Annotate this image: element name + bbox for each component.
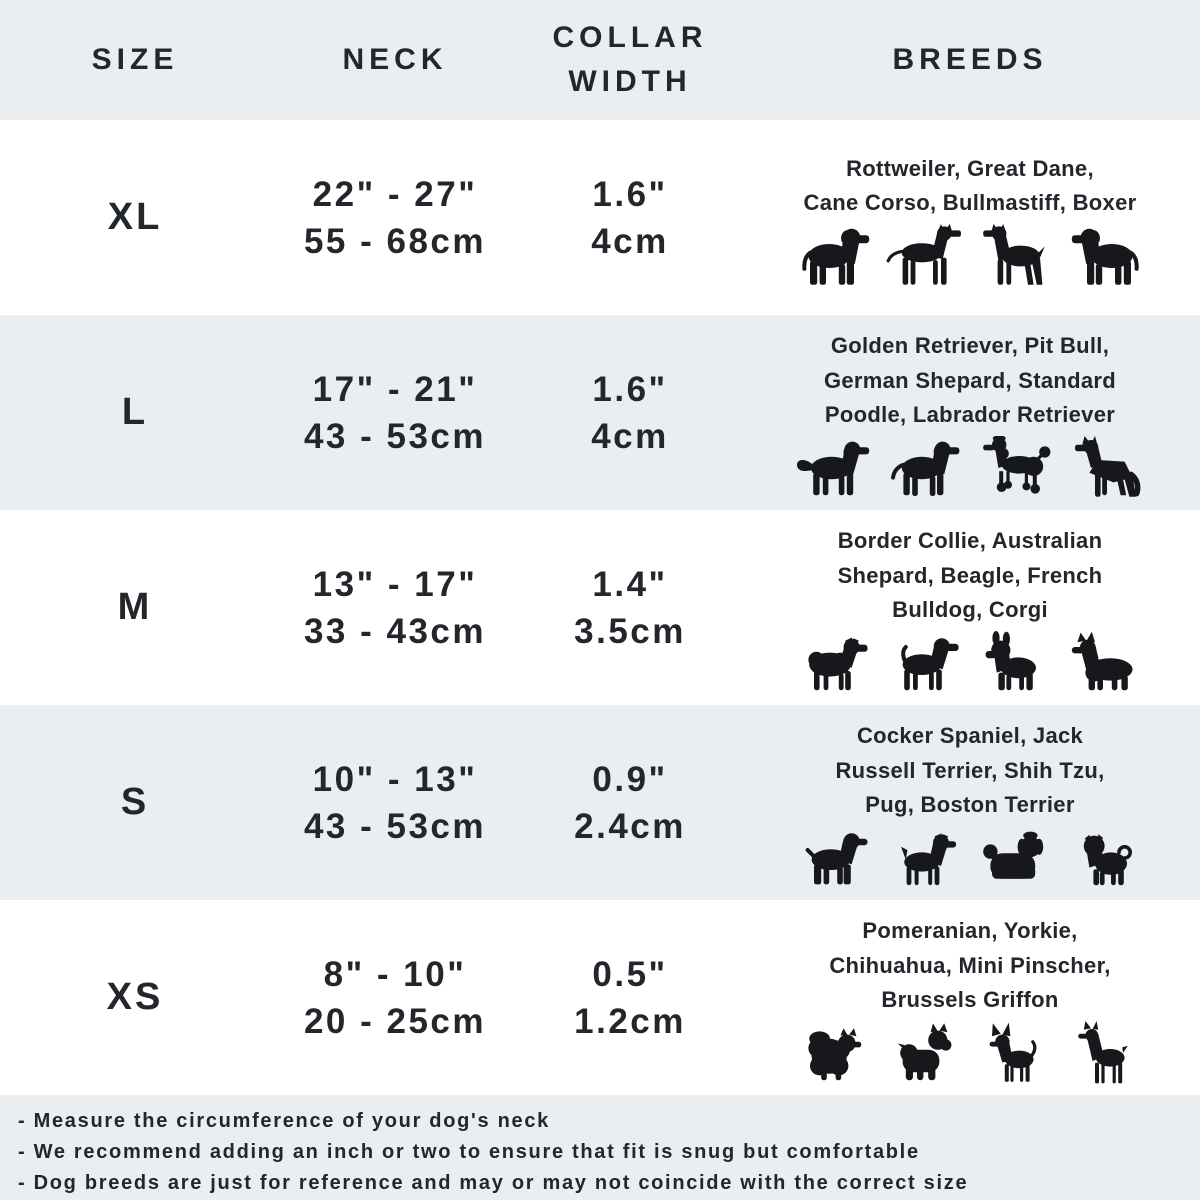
rottweiler-icon <box>792 224 876 288</box>
table-header <box>0 0 1200 120</box>
table-row-xs <box>0 900 1200 1095</box>
note-reference: - Dog breeds are just for reference and may or may not coincide with the correct size <box>18 1172 969 1194</box>
breeds-cell: Golden Retriever, Pit Bull, German Shepard, Standard Poodle, Labrador Retriever <box>740 315 1200 510</box>
size-label: L <box>121 391 149 433</box>
breeds-cell: Pomeranian, Yorkie, Chihuahua, Mini Pinscher, Brussels Griffon <box>740 900 1200 1095</box>
column-header-size: SIZE <box>91 43 179 76</box>
shih-tzu-icon <box>974 826 1058 890</box>
neck-measurement: 8" - 10" 20 - 25cm <box>303 954 487 1041</box>
cocker-spaniel-icon <box>792 826 876 890</box>
breed-icons <box>792 1021 1149 1085</box>
breed-icons <box>792 224 1149 288</box>
collar-width-measurement: 0.5" 1.2cm <box>574 954 686 1041</box>
collar-width-measurement: 1.4" 3.5cm <box>574 564 686 651</box>
german-shepherd-icon <box>1065 436 1149 500</box>
labrador-retriever-icon <box>883 436 967 500</box>
jack-russell-icon <box>883 826 967 890</box>
table-row-xl <box>0 120 1200 315</box>
note-recommend: - We recommend adding an inch or two to ensure that fit is snug but comfortable <box>18 1141 920 1163</box>
size-label: S <box>120 781 150 823</box>
yorkie-icon <box>883 1021 967 1085</box>
table-row-s <box>0 705 1200 900</box>
column-header-collar-width: COLLAR WIDTH <box>552 21 708 98</box>
golden-retriever-icon <box>792 436 876 500</box>
table-row-m <box>0 510 1200 705</box>
footer-notes <box>0 1095 1200 1200</box>
size-label: M <box>117 586 153 628</box>
border-collie-icon <box>792 631 876 695</box>
breeds-cell: Cocker Spaniel, Jack Russell Terrier, Shih Tzu, Pug, Boston Terrier <box>740 705 1200 900</box>
chihuahua-icon <box>974 1021 1058 1085</box>
french-bulldog-icon <box>974 631 1058 695</box>
poodle-icon <box>974 436 1058 500</box>
column-header-neck: NECK <box>342 43 448 76</box>
size-label: XL <box>107 196 163 238</box>
table-row-l <box>0 315 1200 510</box>
breeds-cell: Border Collie, Australian Shepard, Beagle, French Bulldog, Corgi <box>740 510 1200 705</box>
pomeranian-icon <box>792 1021 876 1085</box>
bullmastiff-icon <box>1065 224 1149 288</box>
beagle-icon <box>883 631 967 695</box>
collar-width-measurement: 1.6" 4cm <box>591 369 669 456</box>
size-label: XS <box>106 976 164 1018</box>
corgi-icon <box>1065 631 1149 695</box>
collar-width-measurement: 0.9" 2.4cm <box>574 759 686 846</box>
note-measure: - Measure the circumference of your dog's neck <box>18 1110 550 1132</box>
neck-measurement: 10" - 13" 43 - 53cm <box>303 759 487 846</box>
neck-measurement: 22" - 27" 55 - 68cm <box>303 174 487 261</box>
cane-corso-icon <box>974 224 1058 288</box>
min-pinscher-icon <box>1065 1021 1149 1085</box>
great-dane-icon <box>883 224 967 288</box>
breed-icons <box>792 826 1149 890</box>
breeds-cell: Rottweiler, Great Dane, Cane Corso, Bullmastiff, Boxer <box>740 120 1200 315</box>
neck-measurement: 17" - 21" 43 - 53cm <box>303 369 487 456</box>
pug-icon <box>1065 826 1149 890</box>
column-header-breeds: BREEDS <box>892 43 1048 76</box>
breed-icons <box>792 436 1149 500</box>
collar-width-measurement: 1.6" 4cm <box>591 174 669 261</box>
breed-icons <box>792 631 1149 695</box>
neck-measurement: 13" - 17" 33 - 43cm <box>303 564 487 651</box>
